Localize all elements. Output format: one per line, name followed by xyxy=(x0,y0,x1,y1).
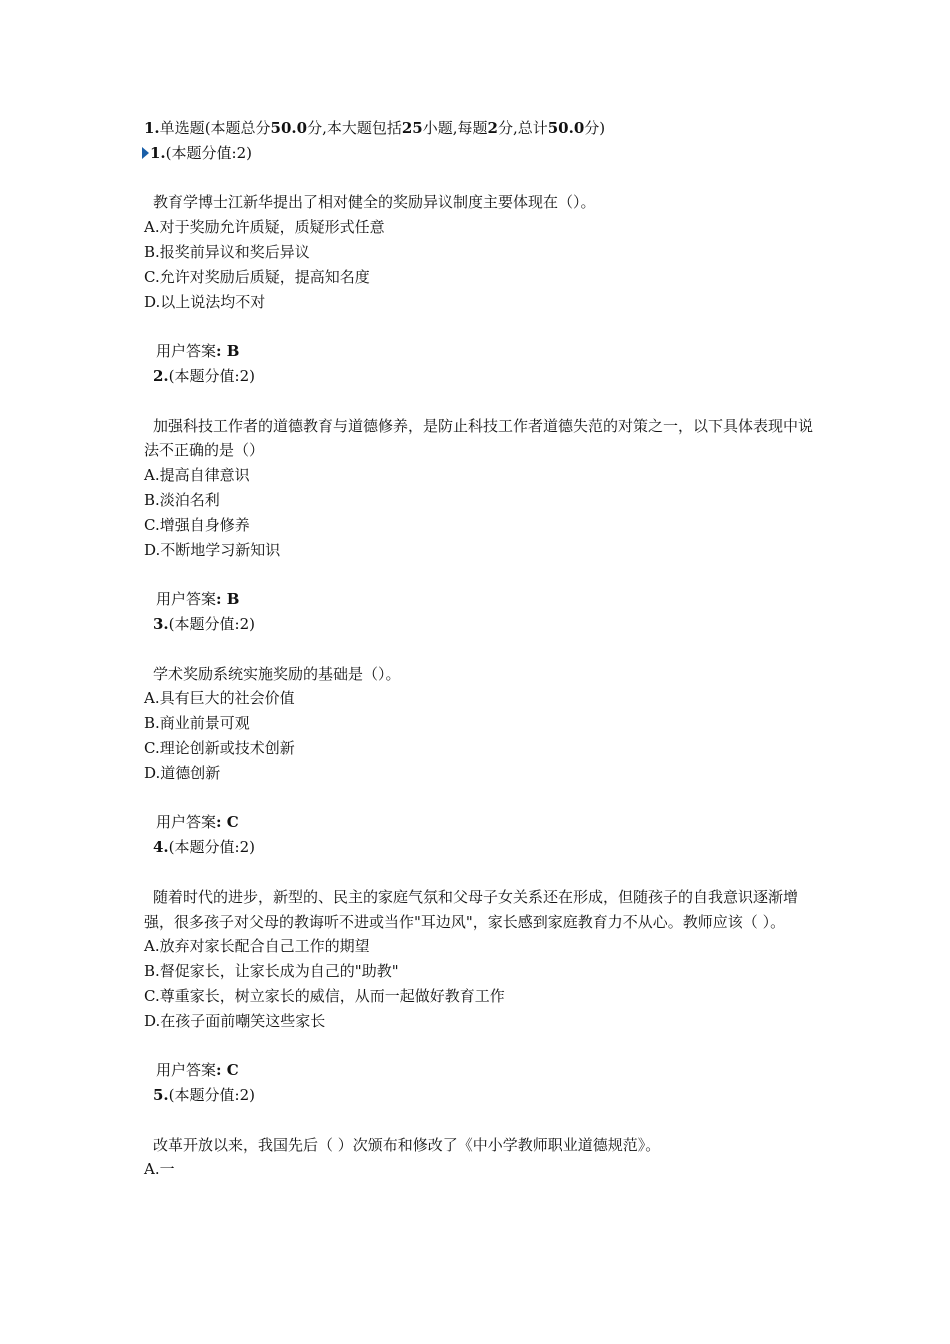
option-a: A.提高自律意识 xyxy=(144,466,250,485)
question-stem: 教育学博士江新华提出了相对健全的奖励异议制度主要体现在（）。 xyxy=(153,193,596,212)
user-answer: 用户答案: B xyxy=(156,590,240,609)
question-score: (本题分值:2) xyxy=(168,838,255,857)
section-header: 1.单选题(本题总分50.0分,本大题包括25小题,每题2分,总计50.0分) xyxy=(144,119,606,137)
arrow-bookmark-icon xyxy=(142,147,149,159)
question-stem: 加强科技工作者的道德教育与道德修养，是防止科技工作者道德失范的对策之一，以下具体表现中说法不正确的是（） xyxy=(144,416,814,460)
question-number: 2. xyxy=(153,366,169,385)
question-number: 4. xyxy=(153,838,169,857)
question-number: 5. xyxy=(153,1086,169,1105)
question-score: (本题分值:2) xyxy=(168,614,255,633)
question-number: 1. xyxy=(150,143,166,162)
option-a: A.对于奖励允许质疑，质疑形式任意 xyxy=(144,218,385,237)
option-d: D.以上说法均不对 xyxy=(144,292,266,311)
section-label: 单选题 xyxy=(159,119,205,137)
option-c: C.尊重家长，树立家长的威信，从而一起做好教育工作 xyxy=(144,986,505,1005)
option-c: C.理论创新或技术创新 xyxy=(144,738,295,757)
user-answer: 用户答案: C xyxy=(156,1061,239,1080)
answer-value: B xyxy=(226,342,240,361)
answer-value: B xyxy=(226,590,240,609)
option-b: B.报奖前异议和奖后异议 xyxy=(144,242,310,261)
question-header xyxy=(144,1083,824,1108)
question-header xyxy=(144,141,824,166)
option-c: C.增强自身修养 xyxy=(144,515,250,534)
answer-value: C xyxy=(226,1061,239,1080)
section-number: 1. xyxy=(144,119,160,137)
question-header xyxy=(144,612,824,637)
question-score: (本题分值:2) xyxy=(165,143,252,162)
option-d: D.道德创新 xyxy=(144,763,221,782)
user-answer: 用户答案: C xyxy=(156,813,239,832)
question-header xyxy=(144,835,824,860)
question-number: 3. xyxy=(153,614,169,633)
question-score: (本题分值:2) xyxy=(168,1086,255,1105)
question-score: (本题分值:2) xyxy=(168,366,255,385)
document-page xyxy=(144,116,824,1182)
answer-value: C xyxy=(226,813,239,832)
user-answer: 用户答案: B xyxy=(156,342,240,361)
question-stem: 随着时代的进步，新型的、民主的家庭气氛和父母子女关系还在形成，但随孩子的自我意识逐渐增强，很多孩子对父母的教诲听不进或当作"耳边风"，家长感到家庭教育力不从心。教师应该（ ）。 xyxy=(144,887,799,931)
option-c: C.允许对奖励后质疑，提高知名度 xyxy=(144,267,370,286)
option-a: A.一 xyxy=(144,1160,175,1179)
option-d: D.不断地学习新知识 xyxy=(144,540,281,559)
option-a: A.放弃对家长配合自己工作的期望 xyxy=(144,937,370,956)
option-b: B.淡泊名利 xyxy=(144,490,220,509)
option-b: B.商业前景可观 xyxy=(144,714,250,733)
option-b: B.督促家长，让家长成为自己的"助教" xyxy=(144,962,399,981)
question-stem: 改革开放以来，我国先后（ ）次颁布和修改了《中小学教师职业道德规范》。 xyxy=(153,1135,661,1154)
option-d: D.在孩子面前嘲笑这些家长 xyxy=(144,1011,326,1030)
question-header xyxy=(144,364,824,389)
question-stem: 学术奖励系统实施奖励的基础是（）。 xyxy=(153,664,401,683)
option-a: A.具有巨大的社会价值 xyxy=(144,689,295,708)
